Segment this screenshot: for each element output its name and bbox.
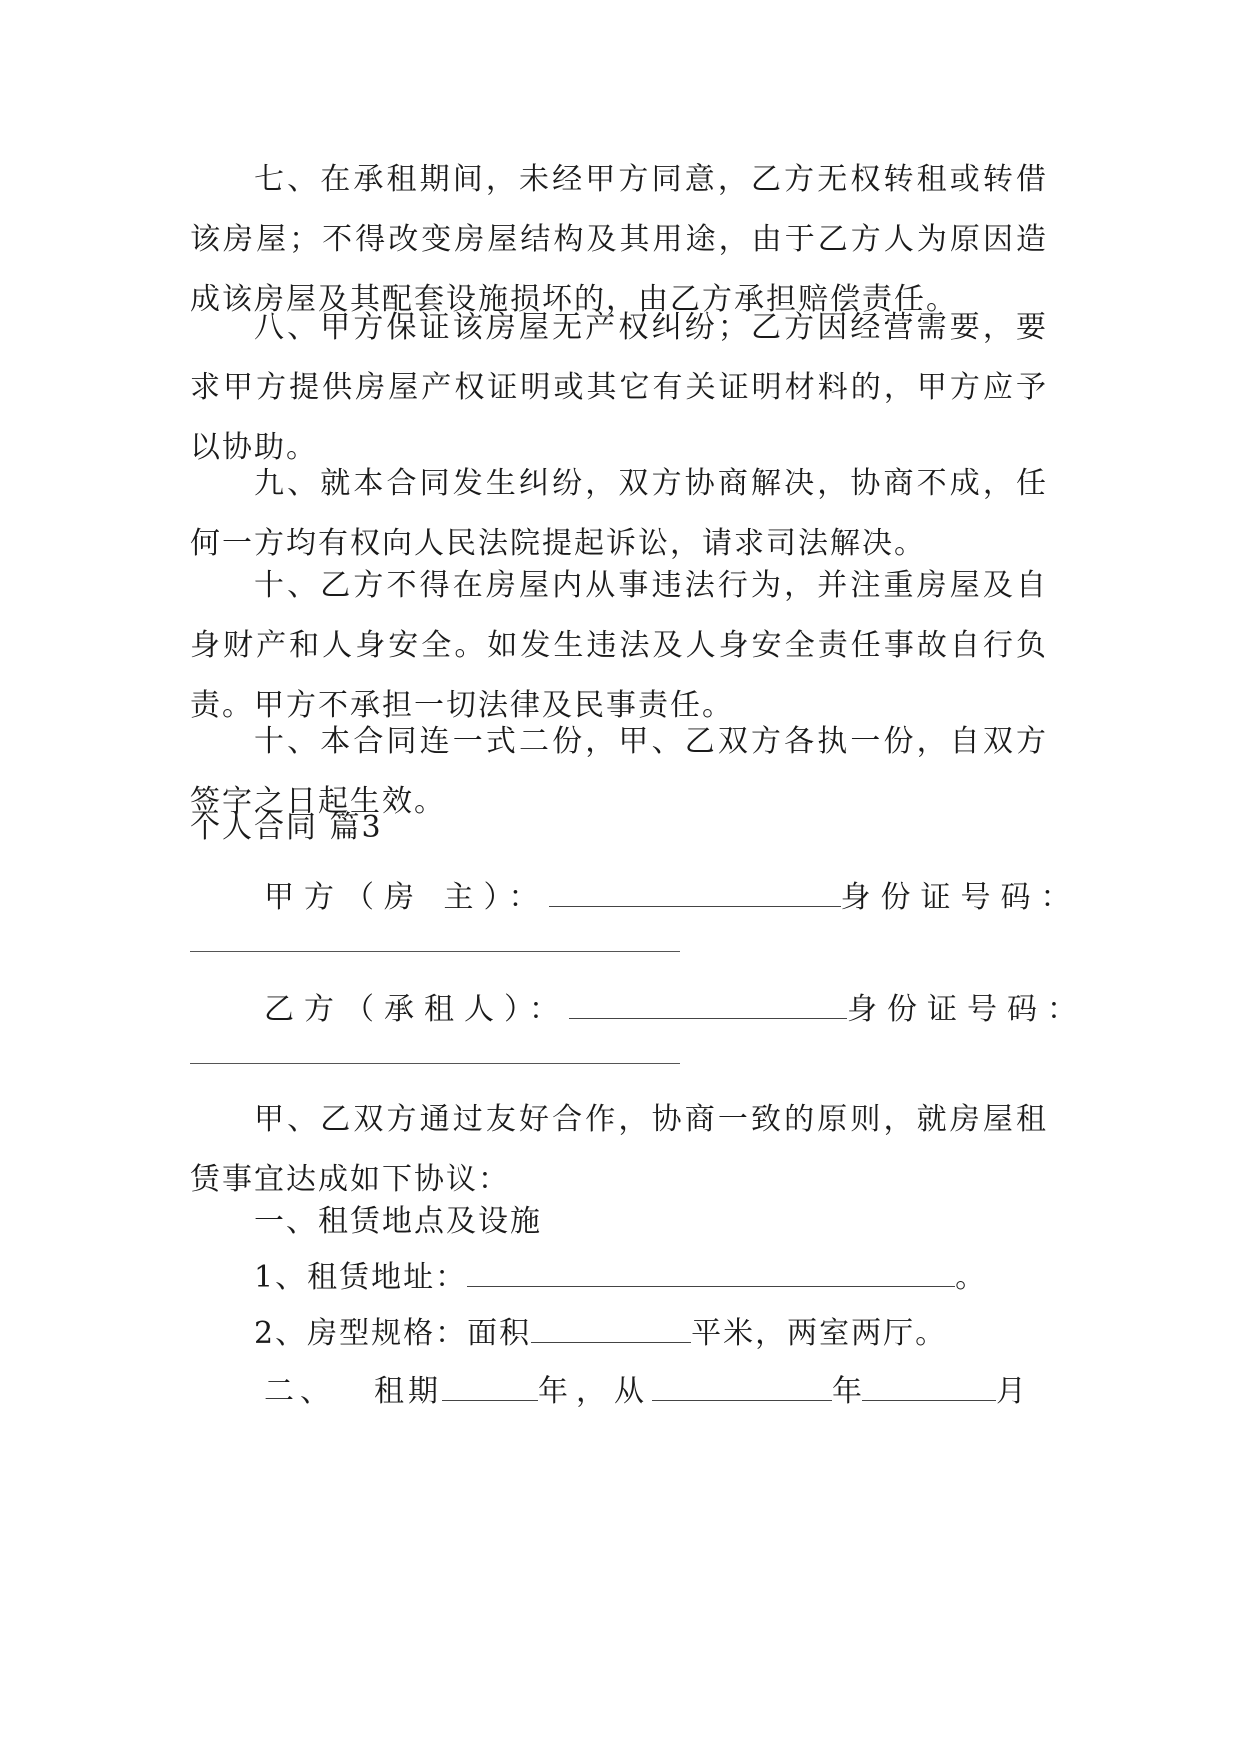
address-blank xyxy=(467,1260,955,1287)
clause-eight: 八、甲方保证该房屋无产权纠纷；乙方因经营需要，要求甲方提供房屋产权证明或其它有关证明材料的，甲方应予以协助。 xyxy=(190,310,1048,465)
party-a-id-blank xyxy=(190,951,680,952)
room-unit: 平米，两室两厅。 xyxy=(691,1316,948,1351)
party-a-label: 甲方（房 主）： xyxy=(264,880,549,915)
party-b-id-blank xyxy=(190,1063,680,1064)
article-one-title: 一、租赁地点及设施 xyxy=(254,1204,542,1239)
address-row xyxy=(254,1248,1048,1308)
area-blank xyxy=(531,1316,691,1343)
clause-ten-b: 十、本合同连一式二份，甲、乙双方各执一份，自双方签字之日起生效。 xyxy=(190,724,1048,819)
party-b-row xyxy=(264,980,1087,1040)
address-end: 。 xyxy=(955,1260,986,1295)
section-title: 个人合同 篇3 xyxy=(190,810,383,845)
party-b-label: 乙方（承租人）： xyxy=(264,992,569,1027)
party-b-name-blank xyxy=(569,992,847,1019)
clause-ten-a: 十、乙方不得在房屋内从事违法行为，并注重房屋及自身财产和人身安全。如发生违法及人身安全责任事故自行负责。甲方不承担一切法律及民事责任。 xyxy=(190,568,1048,723)
party-b-id-label: 身份证号码： xyxy=(847,992,1087,1027)
clause-nine: 九、就本合同发生纠纷，双方协商解决，协商不成，任何一方均有权向人民法院提起诉讼，请求司法解决。 xyxy=(190,466,1048,561)
term-label: 租期 xyxy=(374,1374,442,1409)
room-label: 2、房型规格：面积 xyxy=(254,1316,532,1351)
clause-seven: 七、在承租期间，未经甲方同意，乙方无权转租或转借该房屋；不得改变房屋结构及其用途，由于乙方人为原因造成该房屋及其配套设施损坏的，由乙方承担赔偿责任。 xyxy=(190,162,1048,317)
start-year-label: 年 xyxy=(832,1374,862,1409)
party-a-id-label: 身份证号码： xyxy=(840,880,1081,915)
term-year-from: 年，从 xyxy=(538,1374,652,1409)
party-a-row xyxy=(264,868,1081,928)
start-month-label: 月 xyxy=(996,1374,1026,1409)
start-year-blank xyxy=(652,1374,832,1401)
term-row xyxy=(264,1362,1048,1422)
article-two-label: 二、 xyxy=(264,1374,336,1409)
address-label: 1、租赁地址： xyxy=(254,1260,468,1295)
intro-paragraph: 甲、乙双方通过友好合作，协商一致的原则，就房屋租赁事宜达成如下协议： xyxy=(190,1102,1048,1197)
party-a-name-blank xyxy=(549,880,841,907)
term-years-blank xyxy=(442,1374,538,1401)
room-row xyxy=(254,1304,1048,1364)
start-month-blank xyxy=(862,1374,996,1401)
